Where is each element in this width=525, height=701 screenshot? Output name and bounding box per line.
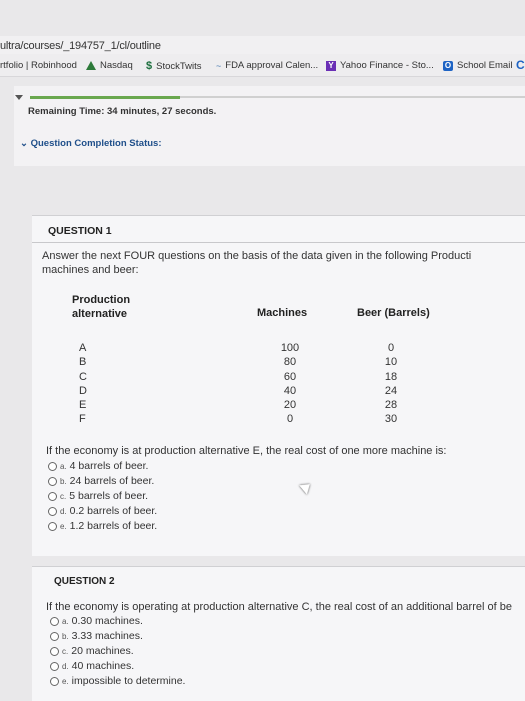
header-beer: Beer (Barrels) — [357, 307, 430, 319]
radio-button[interactable] — [50, 677, 59, 686]
question-1-prompt: If the economy is at production alternative E, the real cost of one more machine is: — [46, 445, 447, 457]
outlook-icon: O — [444, 60, 452, 70]
table-cell: 40 — [283, 384, 297, 397]
radio-button[interactable] — [50, 617, 59, 626]
table-cell: 10 — [384, 356, 398, 369]
column-alternatives — [79, 341, 87, 427]
option-d[interactable]: d. 40 machines. — [50, 660, 134, 672]
chevron-down-icon: ⌄ — [20, 138, 28, 149]
header-machines: Machines — [257, 307, 308, 319]
bookmark-fda[interactable]: ~ FDA approval Calen... — [216, 60, 319, 71]
table-cell: 0 — [286, 413, 294, 426]
option-e[interactable]: e. 1.2 barrels of beer. — [48, 520, 157, 532]
radio-button[interactable] — [50, 632, 59, 641]
option-c[interactable]: c. 5 barrels of beer. — [48, 490, 148, 502]
bookmarks-bar — [0, 54, 525, 77]
radio-button[interactable] — [48, 477, 57, 486]
bookmark-robinhood[interactable]: rtfolio | Robinhood — [0, 60, 77, 71]
remaining-time: Remaining Time: 34 minutes, 27 seconds. — [28, 106, 217, 117]
question-1-card — [32, 215, 525, 556]
table-cell: 60 — [283, 370, 297, 383]
bookmark-extra[interactable] — [516, 58, 525, 72]
test-info-panel — [14, 86, 525, 166]
table-cell: 20 — [283, 399, 297, 412]
bookmark-yahoo[interactable]: Y Yahoo Finance - Sto... — [326, 60, 434, 71]
column-beer — [381, 341, 401, 427]
nasdaq-icon — [86, 61, 96, 70]
option-b[interactable]: b. 3.33 machines. — [50, 630, 143, 642]
radio-button[interactable] — [48, 507, 57, 516]
table-cell: 0 — [387, 342, 395, 354]
collapse-caret-icon[interactable] — [15, 95, 23, 100]
bookmark-school-email[interactable]: O School Email — [444, 60, 513, 71]
table-cell: 30 — [384, 413, 398, 426]
header-production-alternative: Production alternative — [72, 294, 131, 320]
table-cell: F — [79, 413, 86, 426]
question-2-title: QUESTION 2 — [54, 576, 115, 587]
question-1-intro: Answer the next FOUR questions on the basis of the data given in the following Producti machines and beer: — [42, 250, 472, 276]
table-cell: C — [79, 370, 87, 383]
table-cell: 80 — [283, 356, 297, 369]
address-bar[interactable] — [0, 36, 525, 56]
progress-track — [180, 96, 525, 98]
question-completion-status-toggle[interactable]: ⌄ Question Completion Status: — [20, 138, 162, 149]
table-cell: B — [79, 356, 87, 369]
time-progress-bar — [30, 96, 180, 99]
bookmark-nasdaq[interactable]: Nasdaq — [86, 60, 133, 71]
option-d[interactable]: d. 0.2 barrels of beer. — [48, 505, 157, 517]
stocktwits-icon: $ — [146, 60, 153, 72]
table-cell: A — [79, 342, 87, 354]
option-e[interactable]: e. impossible to determine. — [50, 675, 185, 687]
question-1-title: QUESTION 1 — [48, 225, 112, 237]
option-b[interactable]: b. 24 barrels of beer. — [48, 475, 154, 487]
option-a[interactable]: a. 0.30 machines. — [50, 615, 143, 627]
bookmark-stocktwits[interactable]: $ StockTwits — [146, 60, 202, 72]
fda-icon: ~ — [216, 60, 222, 71]
radio-button[interactable] — [48, 522, 57, 531]
table-cell: 24 — [384, 384, 398, 397]
table-cell: 28 — [384, 399, 398, 412]
table-cell: E — [79, 399, 87, 412]
divider — [32, 242, 525, 243]
yahoo-icon: Y — [326, 61, 336, 71]
option-c[interactable]: c. 20 machines. — [50, 645, 134, 657]
url-text: ultra/courses/_194757_1/cl/outline — [0, 40, 161, 52]
question-2-prompt: If the economy is operating at production alternative C, the real cost of an additional barrel of be — [46, 601, 512, 613]
radio-button[interactable] — [48, 492, 57, 501]
radio-button[interactable] — [50, 662, 59, 671]
column-machines — [275, 341, 305, 427]
question-2-card — [32, 566, 525, 701]
table-cell: D — [79, 384, 87, 397]
table-cell: 18 — [384, 370, 398, 383]
option-a[interactable]: a. 4 barrels of beer. — [48, 460, 148, 472]
radio-button[interactable] — [48, 462, 57, 471]
radio-button[interactable] — [50, 647, 59, 656]
c-icon: C — [516, 58, 525, 72]
table-cell: 100 — [280, 342, 300, 354]
